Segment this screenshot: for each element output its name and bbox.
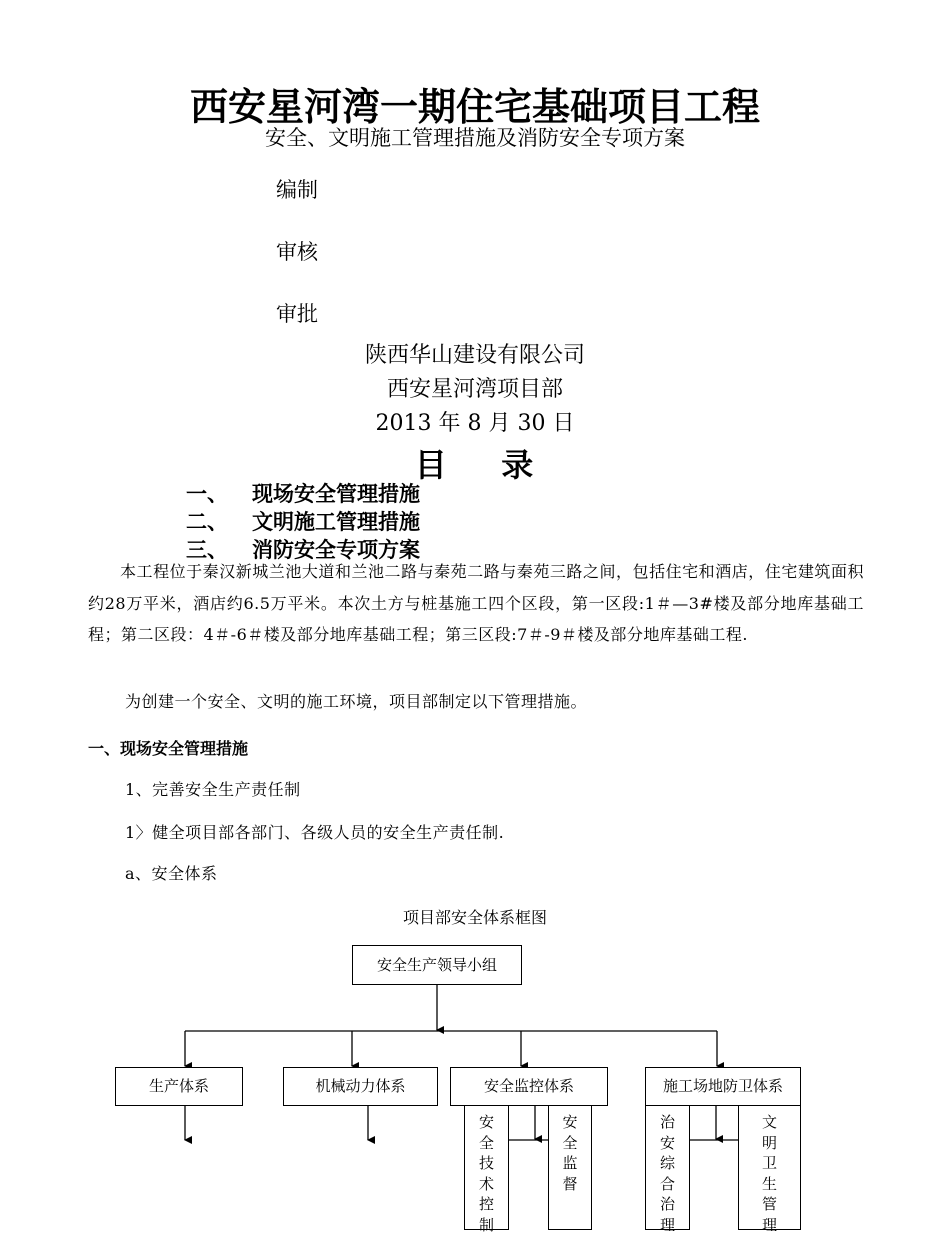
section-heading: 一、现场安全管理措施 [88, 739, 249, 758]
list-item: 1〉健全项目部各部门、各级人员的安全生产责任制. [125, 823, 505, 842]
purpose-paragraph: 为创建一个安全、文明的施工环境，项目部制定以下管理措施。 [125, 692, 588, 711]
company-name: 陕西华山建设有限公司 [364, 343, 585, 368]
list-item: a、安全体系 [125, 864, 218, 883]
toc-item-label: 文明施工管理措施 [252, 510, 420, 534]
toc-item-label: 消防安全专项方案 [252, 538, 420, 562]
org-chart-root-node: 安全生产领导小组 [352, 945, 522, 985]
toc-heading: 目 录 [414, 446, 536, 484]
org-chart-subnode: 安全监督 [548, 1105, 592, 1230]
diagram-title: 项目部安全体系框图 [402, 908, 547, 927]
signoff-reviewed: 审核 [276, 240, 318, 264]
org-chart-subnode: 治安综合治理 [645, 1105, 690, 1230]
org-chart-subnode: 文明卫生管理 [738, 1105, 801, 1230]
toc-item-number: 一、 [186, 482, 228, 506]
org-chart-node: 安全监控体系 [450, 1067, 608, 1106]
toc-item-label: 现场安全管理措施 [252, 482, 420, 506]
project-department: 西安星河湾项目部 [386, 377, 563, 402]
signoff-approved: 审批 [276, 302, 318, 326]
list-item: 1、完善安全生产责任制 [125, 780, 301, 799]
org-chart-node: 生产体系 [115, 1067, 243, 1106]
signoff-compiled: 编制 [276, 178, 318, 202]
org-chart-node: 机械动力体系 [283, 1067, 438, 1106]
org-chart-subnode: 安全技术控制 [464, 1105, 509, 1230]
document-subtitle: 安全、文明施工管理措施及消防安全专项方案 [265, 126, 685, 150]
toc-item-number: 二、 [186, 510, 228, 534]
toc-item-number: 三、 [186, 538, 228, 562]
document-date: 2013 年 8 月 30 日 [375, 411, 575, 436]
document-title: 西安星河湾一期住宅基础项目工程 [189, 85, 760, 129]
intro-paragraph: 本工程位于秦汉新城兰池大道和兰池二路与秦苑二路与秦苑三路之间，包括住宅和酒店，住宅建筑面积约28万平米，酒店约6.5万平米。本次土方与桩基施工四个区段，第一区段:1＃—3#楼及部分地库基础工程；第二区段：4＃-6＃楼及部分地库基础工程；第三区段:7＃-9＃楼及部分地库基础工程. [88, 562, 864, 644]
org-chart-node: 施工场地防卫体系 [645, 1067, 801, 1106]
